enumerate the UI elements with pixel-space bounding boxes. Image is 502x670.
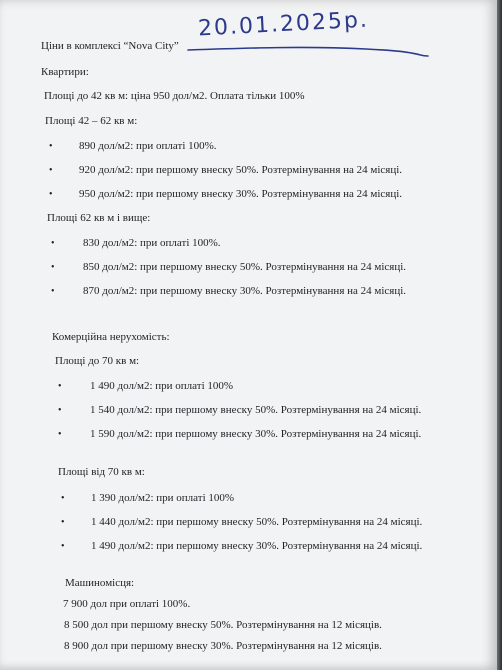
bullet: • <box>51 262 55 273</box>
list-item: 1 390 дол/м2: при оплаті 100% <box>91 492 235 504</box>
bullet: • <box>58 429 62 440</box>
apartments-small-area: Площі до 42 кв м: ціна 950 дол/м2. Оплата тільки 100% <box>44 90 305 102</box>
parking-heading: Машиномісця: <box>65 577 135 589</box>
bullet: • <box>49 165 53 176</box>
list-item: 890 дол/м2: при оплаті 100%. <box>79 140 217 152</box>
bullet: • <box>51 238 55 249</box>
list-item: 1 490 дол/м2: при першому внеску 30%. Розтермінування на 24 місяці. <box>91 540 423 552</box>
list-item: 7 900 дол при оплаті 100%. <box>63 598 191 610</box>
bullet: • <box>58 381 62 392</box>
handwritten-date: 20.01.2025р. <box>197 7 370 42</box>
document-title: Ціни в комплексі “Nova City” <box>41 40 179 52</box>
apartments-mid-heading: Площі 42 – 62 кв м: <box>45 115 138 127</box>
list-item: 830 дол/м2: при оплаті 100%. <box>83 237 221 249</box>
bullet: • <box>61 517 65 528</box>
list-item: 920 дол/м2: при першому внеску 50%. Розтермінування на 24 місяці. <box>79 164 403 176</box>
list-item: 1 440 дол/м2: при першому внеску 50%. Розтермінування на 24 місяці. <box>91 516 423 528</box>
list-item: 850 дол/м2: при першому внеску 50%. Розтермінування на 24 місяці. <box>83 261 407 273</box>
handwritten-underline <box>186 44 430 58</box>
list-item: 1 590 дол/м2: при першому внеску 30%. Розтермінування на 24 місяці. <box>90 428 422 440</box>
table-edge <box>497 0 502 670</box>
list-item: 870 дол/м2: при першому внеску 30%. Розтермінування на 24 місяці. <box>83 285 407 297</box>
bullet: • <box>49 141 53 152</box>
list-item: 8 900 дол при першому внеску 30%. Розтермінування на 12 місяців. <box>64 640 382 652</box>
bullet: • <box>61 493 65 504</box>
apartments-heading: Квартири: <box>41 66 89 78</box>
list-item: 1 540 дол/м2: при першому внеску 50%. Розтермінування на 24 місяці. <box>90 404 422 416</box>
commercial-heading: Комерційна нерухомість: <box>52 331 170 343</box>
apartments-large-heading: Площі 62 кв м і вище: <box>47 212 151 224</box>
commercial-small-heading: Площі до 70 кв м: <box>55 355 140 367</box>
list-item: 1 490 дол/м2: при оплаті 100% <box>90 380 234 392</box>
bullet: • <box>51 286 55 297</box>
commercial-large-heading: Площі від 70 кв м: <box>58 466 145 478</box>
list-item: 950 дол/м2: при першому внеску 30%. Розтермінування на 24 місяці. <box>79 188 403 200</box>
list-item: 8 500 дол при першому внеску 50%. Розтермінування на 12 місяців. <box>64 619 382 631</box>
bullet: • <box>61 541 65 552</box>
bullet: • <box>58 405 62 416</box>
bullet: • <box>49 189 53 200</box>
